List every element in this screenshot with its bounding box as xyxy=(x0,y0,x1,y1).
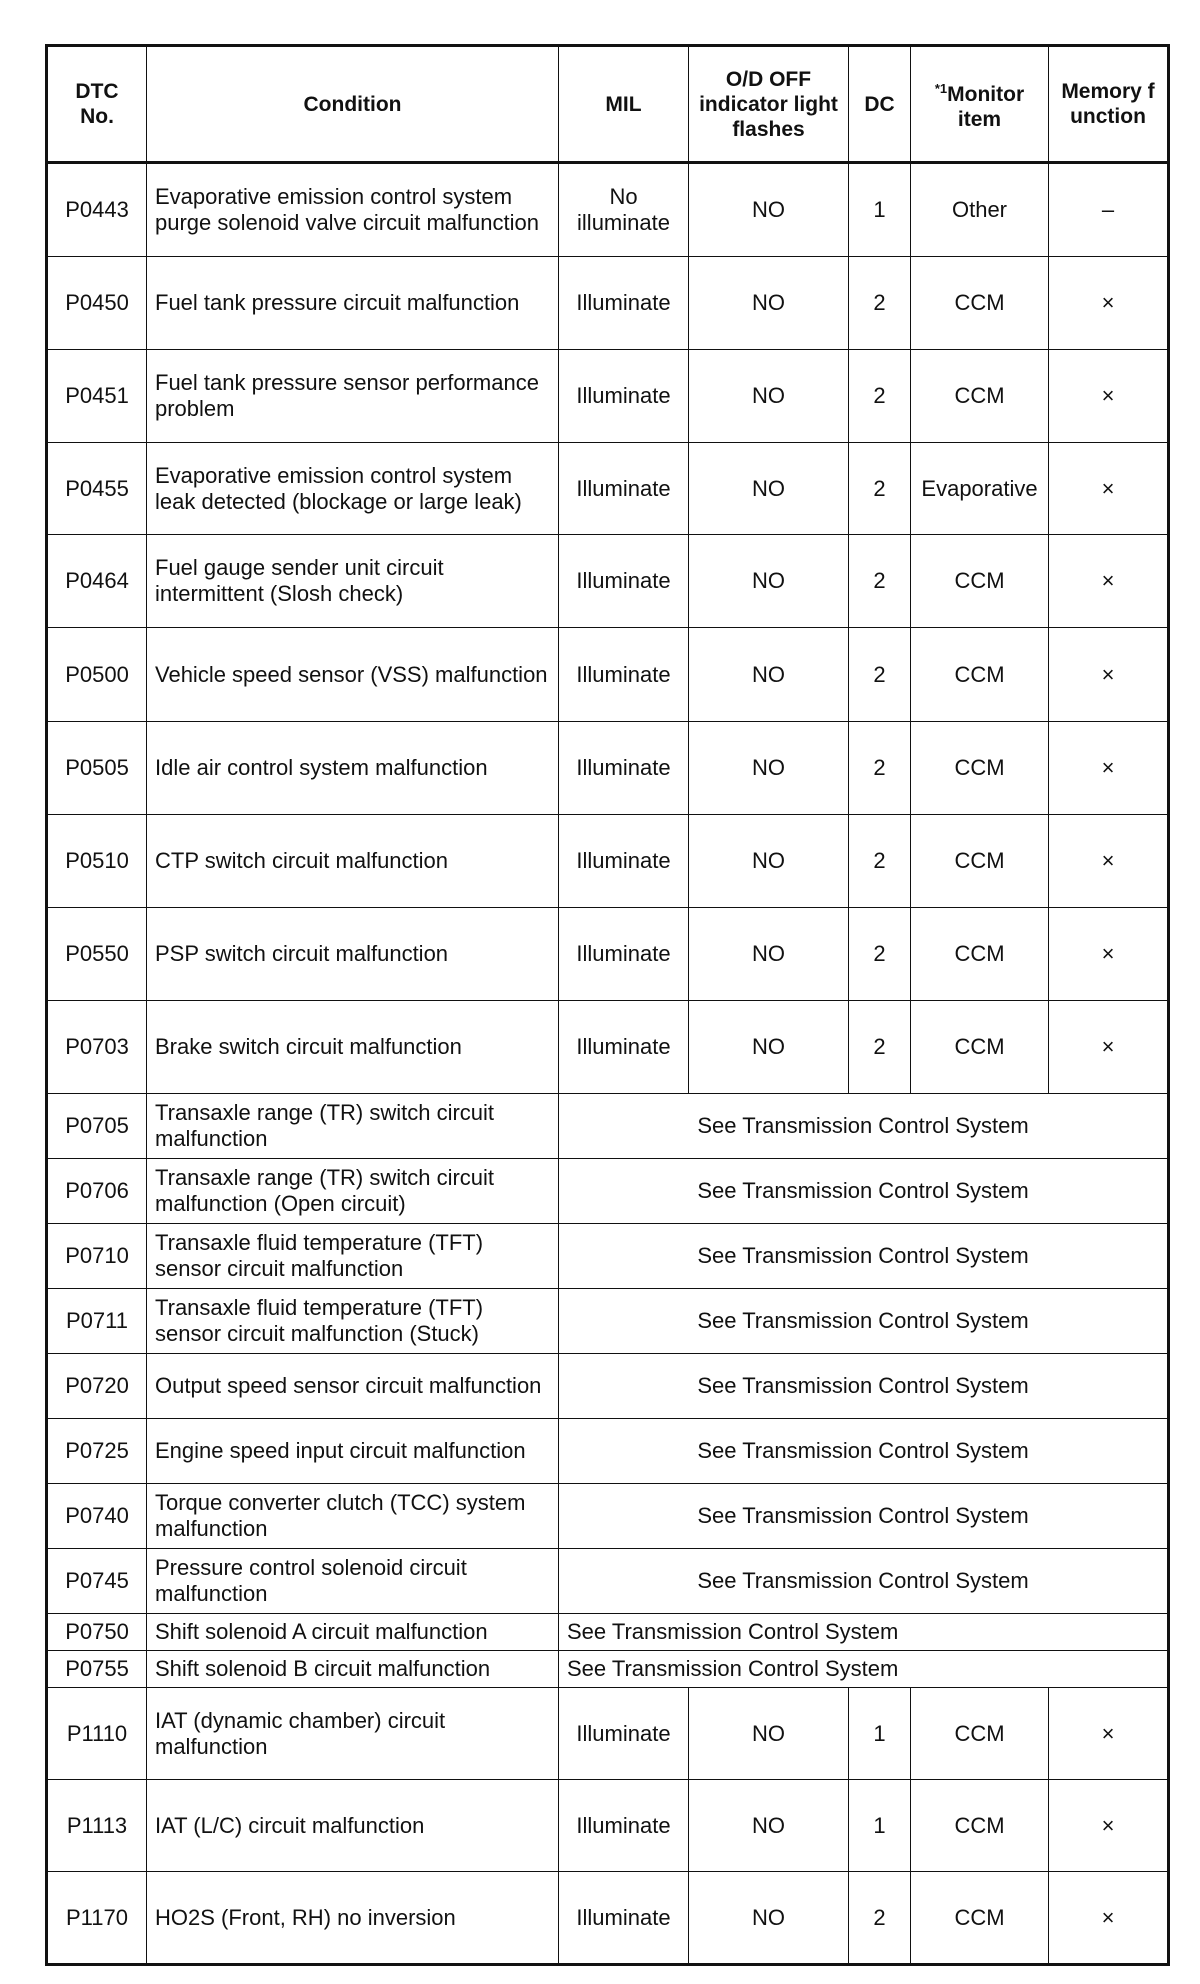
condition-text: Shift solenoid A circuit malfunction xyxy=(147,1614,559,1651)
monitor-item-text: CCM xyxy=(954,1812,1005,1838)
mil-status: Illuminate xyxy=(559,1001,689,1094)
condition-text: Fuel gauge sender unit circuit intermittent (Slosh check) xyxy=(147,535,559,628)
monitor-item xyxy=(911,1688,1049,1780)
table-row xyxy=(47,1780,1169,1872)
mil-status: Illuminate xyxy=(559,350,689,443)
od-off-flash: NO xyxy=(689,350,849,443)
mil-status: Illuminate xyxy=(559,257,689,350)
memory-function: × xyxy=(1049,908,1169,1001)
drive-cycle: 2 xyxy=(849,257,911,350)
dtc-code: P0455 xyxy=(47,443,147,535)
table-row xyxy=(47,1354,1169,1419)
memory-function: × xyxy=(1049,443,1169,535)
od-off-flash: NO xyxy=(689,815,849,908)
od-off-flash: NO xyxy=(689,535,849,628)
monitor-item xyxy=(911,163,1049,257)
monitor-item-text: CCM xyxy=(954,941,1005,966)
dtc-code: P0740 xyxy=(47,1484,147,1549)
mil-status: Illuminate xyxy=(559,815,689,908)
memory-function: × xyxy=(1049,628,1169,722)
dtc-code: P0703 xyxy=(47,1001,147,1094)
dtc-code: P0451 xyxy=(47,350,147,443)
monitor-item xyxy=(911,628,1049,722)
dtc-code: P0710 xyxy=(47,1224,147,1289)
condition-text: Fuel tank pressure sensor performance problem xyxy=(147,350,559,443)
see-reference: See Transmission Control System xyxy=(559,1484,1169,1549)
header-memory-function: Memory function xyxy=(1049,46,1169,163)
od-off-flash: NO xyxy=(689,628,849,722)
condition-text: Idle air control system malfunction xyxy=(147,722,559,815)
table-row xyxy=(47,1549,1169,1614)
monitor-item xyxy=(911,815,1049,908)
monitor-item xyxy=(911,908,1049,1001)
header-dtc-no: DTC No. xyxy=(47,46,147,163)
condition-text: Pressure control solenoid circuit malfunction xyxy=(147,1549,559,1614)
dtc-table xyxy=(45,44,1170,1966)
mil-status: Illuminate xyxy=(559,1872,689,1965)
see-reference: See Transmission Control System xyxy=(559,1289,1169,1354)
monitor-item-text: CCM xyxy=(954,661,1005,687)
table-row xyxy=(47,257,1169,350)
table-row xyxy=(47,1651,1169,1688)
see-reference: See Transmission Control System xyxy=(559,1419,1169,1484)
memory-function: × xyxy=(1049,1780,1169,1872)
drive-cycle: 2 xyxy=(849,535,911,628)
monitor-item-text: Other xyxy=(951,197,1008,222)
see-reference: See Transmission Control System xyxy=(559,1651,1169,1688)
mil-status: Illuminate xyxy=(559,628,689,722)
drive-cycle: 2 xyxy=(849,815,911,908)
table-row xyxy=(47,535,1169,628)
mil-status: Illuminate xyxy=(559,722,689,815)
monitor-item xyxy=(911,722,1049,815)
mil-status: Illuminate xyxy=(559,443,689,535)
od-off-flash: NO xyxy=(689,163,849,257)
condition-text: IAT (dynamic chamber) circuit malfunction xyxy=(147,1688,559,1780)
drive-cycle: 1 xyxy=(849,1688,911,1780)
condition-text: Brake switch circuit malfunction xyxy=(147,1001,559,1094)
condition-text: Transaxle range (TR) switch circuit malfunction xyxy=(147,1094,559,1159)
header-dc: DC xyxy=(849,46,911,163)
table-row xyxy=(47,1688,1169,1780)
mil-status: Illuminate xyxy=(559,1688,689,1780)
see-reference: See Transmission Control System xyxy=(559,1354,1169,1419)
memory-function: × xyxy=(1049,1001,1169,1094)
monitor-item-text: CCM xyxy=(954,755,1005,780)
table-row xyxy=(47,350,1169,443)
drive-cycle: 2 xyxy=(849,1001,911,1094)
condition-text: Output speed sensor circuit malfunction xyxy=(147,1354,559,1419)
condition-text: Transaxle fluid temperature (TFT) sensor circuit malfunction xyxy=(147,1224,559,1289)
mil-status: No illuminate xyxy=(559,163,689,257)
monitor-item xyxy=(911,1780,1049,1872)
dtc-code: P0500 xyxy=(47,628,147,722)
monitor-item-text: CCM xyxy=(954,1904,1005,1930)
dtc-code: P0510 xyxy=(47,815,147,908)
memory-function: × xyxy=(1049,1872,1169,1965)
dtc-code: P0706 xyxy=(47,1159,147,1224)
monitor-item xyxy=(911,443,1049,535)
table-row xyxy=(47,1289,1169,1354)
monitor-item-text: CCM xyxy=(954,290,1005,315)
od-off-flash: NO xyxy=(689,908,849,1001)
dtc-code: P0725 xyxy=(47,1419,147,1484)
condition-text: Vehicle speed sensor (VSS) malfunction xyxy=(147,628,559,722)
od-off-flash: NO xyxy=(689,722,849,815)
condition-text: Fuel tank pressure circuit malfunction xyxy=(147,257,559,350)
dtc-code: P0705 xyxy=(47,1094,147,1159)
condition-text: IAT (L/C) circuit malfunction xyxy=(147,1780,559,1872)
table-row xyxy=(47,1484,1169,1549)
dtc-code: P0745 xyxy=(47,1549,147,1614)
table-row xyxy=(47,1224,1169,1289)
monitor-item xyxy=(911,1872,1049,1965)
condition-text: Evaporative emission control system purge solenoid valve circuit malfunction xyxy=(147,163,559,257)
memory-function: × xyxy=(1049,722,1169,815)
dtc-code: P0755 xyxy=(47,1651,147,1688)
drive-cycle: 2 xyxy=(849,628,911,722)
table-row xyxy=(47,1159,1169,1224)
dtc-code: P0464 xyxy=(47,535,147,628)
monitor-item xyxy=(911,350,1049,443)
table-row xyxy=(47,1094,1169,1159)
dtc-code: P0505 xyxy=(47,722,147,815)
drive-cycle: 2 xyxy=(849,1872,911,1965)
condition-text: Transaxle fluid temperature (TFT) sensor circuit malfunction (Stuck) xyxy=(147,1289,559,1354)
dtc-code: P0750 xyxy=(47,1614,147,1651)
drive-cycle: 2 xyxy=(849,908,911,1001)
dtc-code: P0443 xyxy=(47,163,147,257)
monitor-item-text: CCM xyxy=(954,1720,1005,1746)
dtc-table-body xyxy=(47,163,1169,1965)
condition-text: Evaporative emission control system leak detected (blockage or large leak) xyxy=(147,443,559,535)
memory-function: – xyxy=(1049,163,1169,257)
table-row xyxy=(47,1614,1169,1651)
condition-text: Engine speed input circuit malfunction xyxy=(147,1419,559,1484)
mil-status: Illuminate xyxy=(559,1780,689,1872)
od-off-flash: NO xyxy=(689,1872,849,1965)
dtc-code: P0711 xyxy=(47,1289,147,1354)
od-off-flash: NO xyxy=(689,1780,849,1872)
table-row xyxy=(47,163,1169,257)
dtc-code: P0450 xyxy=(47,257,147,350)
table-row xyxy=(47,722,1169,815)
table-row xyxy=(47,815,1169,908)
header-condition: Condition xyxy=(147,46,559,163)
memory-function: × xyxy=(1049,1688,1169,1780)
memory-function: × xyxy=(1049,815,1169,908)
dtc-code: P1110 xyxy=(47,1688,147,1780)
dtc-code: P0550 xyxy=(47,908,147,1001)
monitor-item-text: CCM xyxy=(954,568,1005,593)
see-reference: See Transmission Control System xyxy=(559,1159,1169,1224)
memory-function: × xyxy=(1049,535,1169,628)
see-reference: See Transmission Control System xyxy=(559,1094,1169,1159)
header-monitor-item: $^{*1}$Monitor item xyxy=(911,46,1049,163)
monitor-item-text: CCM xyxy=(954,1034,1005,1059)
od-off-flash: NO xyxy=(689,1688,849,1780)
dtc-code: P0720 xyxy=(47,1354,147,1419)
table-row xyxy=(47,1001,1169,1094)
monitor-item xyxy=(911,257,1049,350)
condition-text: Torque converter clutch (TCC) system malfunction xyxy=(147,1484,559,1549)
table-row xyxy=(47,1419,1169,1484)
condition-text: PSP switch circuit malfunction xyxy=(147,908,559,1001)
drive-cycle: 2 xyxy=(849,722,911,815)
table-row xyxy=(47,908,1169,1001)
see-reference: See Transmission Control System xyxy=(559,1224,1169,1289)
monitor-item-text: Evaporative xyxy=(921,475,1038,501)
drive-cycle: 2 xyxy=(849,350,911,443)
footnote-marker: *1 xyxy=(934,81,948,96)
od-off-flash: NO xyxy=(689,257,849,350)
header-row xyxy=(47,46,1169,163)
condition-text: Shift solenoid B circuit malfunction xyxy=(147,1651,559,1688)
mil-status: Illuminate xyxy=(559,535,689,628)
header-mil: MIL xyxy=(559,46,689,163)
memory-function: × xyxy=(1049,257,1169,350)
od-off-flash: NO xyxy=(689,1001,849,1094)
monitor-item-text: CCM xyxy=(954,848,1005,873)
table-row xyxy=(47,628,1169,722)
mil-status: Illuminate xyxy=(559,908,689,1001)
monitor-item xyxy=(911,1001,1049,1094)
table-row xyxy=(47,1872,1169,1965)
dtc-code: P1170 xyxy=(47,1872,147,1965)
monitor-item xyxy=(911,535,1049,628)
monitor-item-text: CCM xyxy=(954,383,1005,408)
condition-text: HO2S (Front, RH) no inversion xyxy=(147,1872,559,1965)
condition-text: Transaxle range (TR) switch circuit malfunction (Open circuit) xyxy=(147,1159,559,1224)
dtc-code: P1113 xyxy=(47,1780,147,1872)
od-off-flash: NO xyxy=(689,443,849,535)
drive-cycle: 2 xyxy=(849,443,911,535)
drive-cycle: 1 xyxy=(849,1780,911,1872)
condition-text: CTP switch circuit malfunction xyxy=(147,815,559,908)
memory-function: × xyxy=(1049,350,1169,443)
drive-cycle: 1 xyxy=(849,163,911,257)
see-reference: See Transmission Control System xyxy=(559,1549,1169,1614)
header-od-off-indicator: O/D OFF indicator light flashes xyxy=(689,46,849,163)
table-row xyxy=(47,443,1169,535)
see-reference: See Transmission Control System xyxy=(559,1614,1169,1651)
